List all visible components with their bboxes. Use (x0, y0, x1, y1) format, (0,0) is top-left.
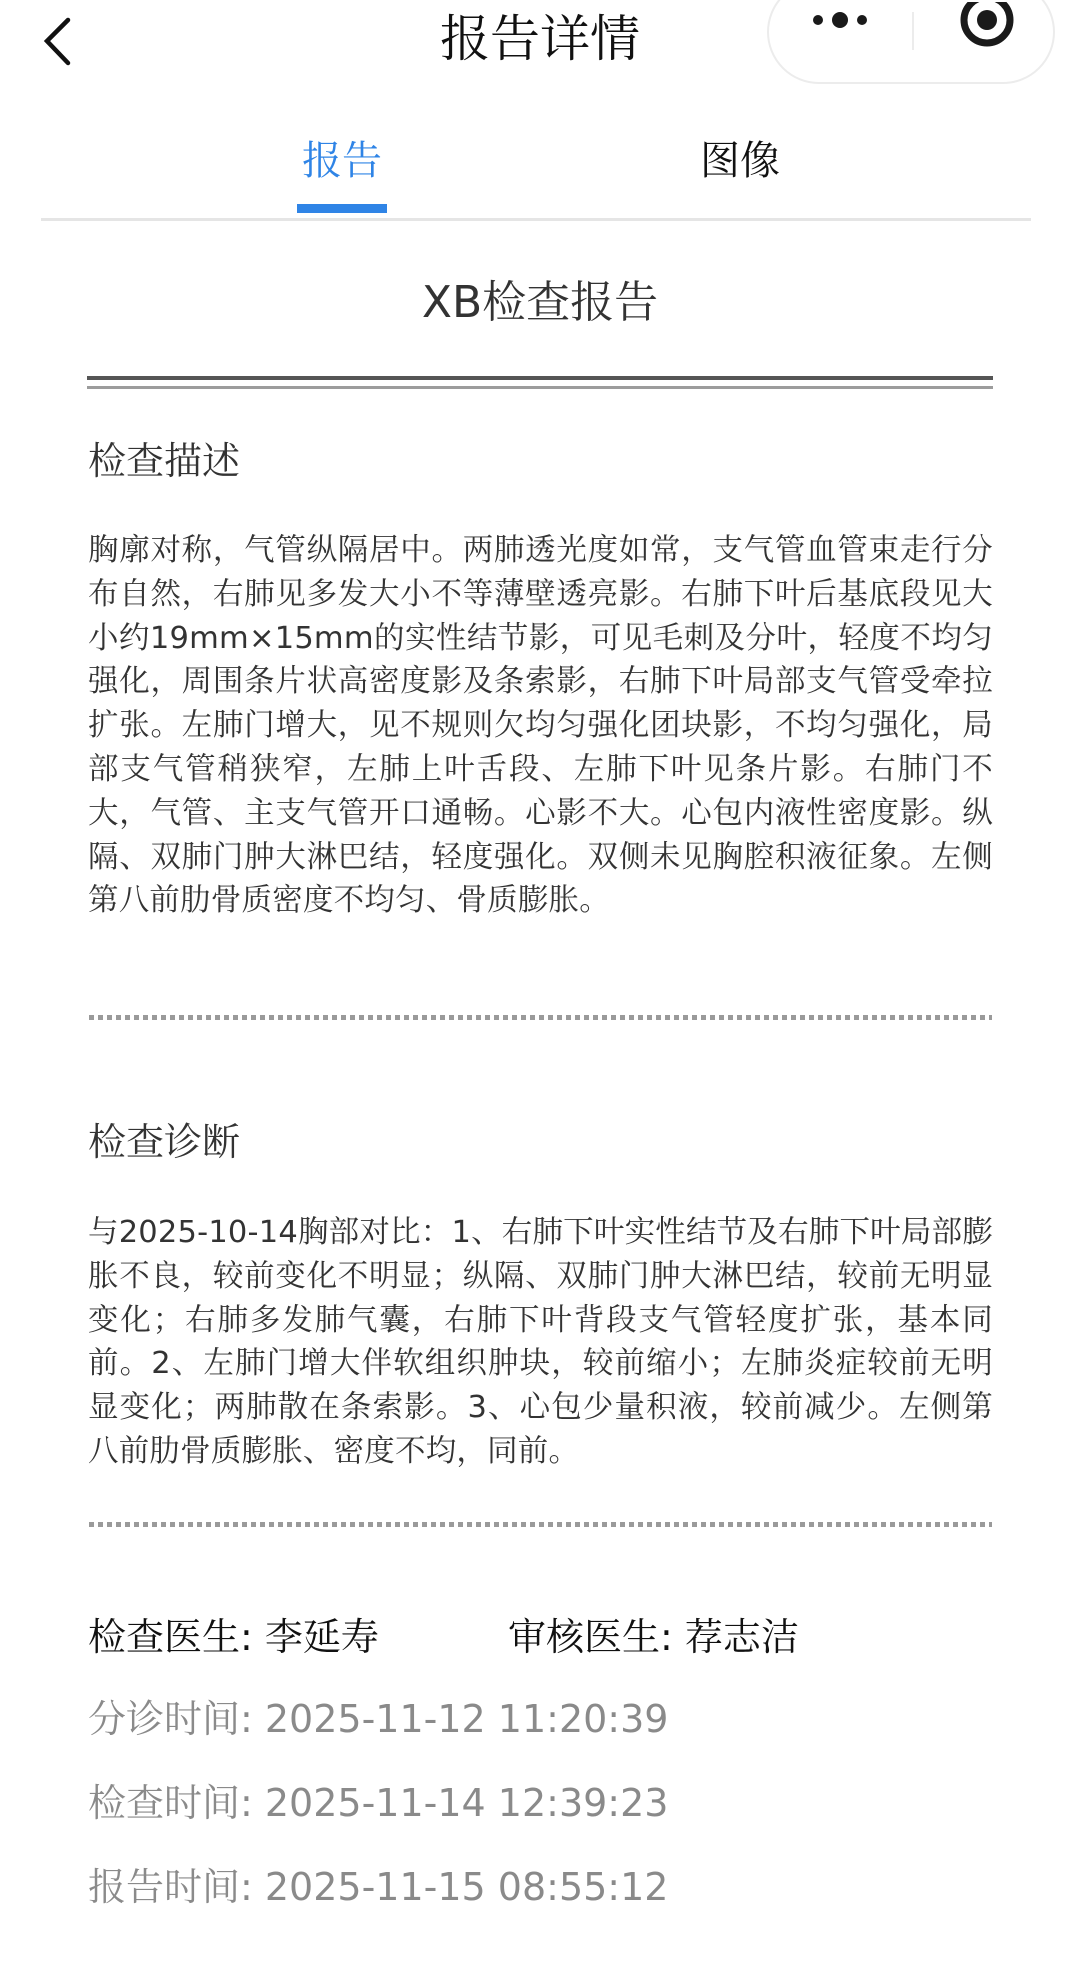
section-divider (89, 1015, 992, 1020)
target-circle-icon (914, 2, 1055, 86)
page-title: 报告详情 (440, 10, 640, 68)
diagnosis-text: 与2025-10-14胸部对比：1、右肺下叶实性结节及右肺下叶局部膨胀不良，较前变化不明显；纵隔、双肺门肿大淋巴结，较前无明显变化；右肺多发肺气囊，右肺下叶背段支气管轻度扩张，基本同前。2、左肺门增大伴软组织肿块，较前缩小；左肺炎症较前无明显变化；两肺散在条索影。3、心包少量积液，较前减少。左侧第八前肋骨质膨胀、密度不均，同前。 (88, 1215, 993, 1469)
tab-images[interactable] (693, 120, 787, 218)
more-button[interactable] (769, 2, 912, 86)
close-miniprogram-button[interactable] (914, 2, 1055, 86)
reviewing-doctor: 审核医生: 荐志洁 (508, 1615, 799, 1659)
exam-time: 检查时间: 2025-11-14 12:39:23 (88, 1781, 669, 1825)
report-time: 报告时间: 2025-11-15 08:55:12 (88, 1865, 669, 1909)
tab-report-label: 报告 (302, 138, 382, 184)
description-heading: 检查描述 (88, 439, 241, 483)
more-dots-icon (769, 2, 912, 86)
examining-doctor: 检查医生: 李延寿 (88, 1615, 379, 1659)
diagnosis-heading: 检查诊断 (88, 1120, 241, 1164)
tab-images-label: 图像 (700, 138, 780, 184)
tab-bar (41, 120, 1031, 221)
report-title: XB检查报告 (421, 277, 659, 328)
doctors-row (88, 1610, 1008, 1664)
mini-program-capsule (767, 0, 1055, 84)
triage-time: 分诊时间: 2025-11-12 11:20:39 (88, 1697, 669, 1741)
title-divider (87, 376, 993, 390)
section-divider (89, 1522, 992, 1527)
description-text: 胸廓对称，气管纵隔居中。两肺透光度如常，支气管血管束走行分布自然，右肺见多发大小不等薄壁透亮影。右肺下叶后基底段见大小约19mm×15mm的实性结节影，可见毛刺及分叶，轻度不均匀强化，周围条片状高密度影及条索影，右肺下叶局部支气管受牵拉扩张。左肺门增大，见不规则欠均匀强化团块影，不均匀强化，局部支气管稍狭窄，左肺上叶舌段、左肺下叶见条片影。右肺门不大，气管、主支气管开口通畅。心影不大。心包内液性密度影。纵隔、双肺门肿大淋巴结，轻度强化。双侧未见胸腔积液征象。左侧第八前肋骨质密度不均匀、骨质膨胀。 (88, 533, 993, 919)
active-tab-indicator (297, 204, 387, 213)
